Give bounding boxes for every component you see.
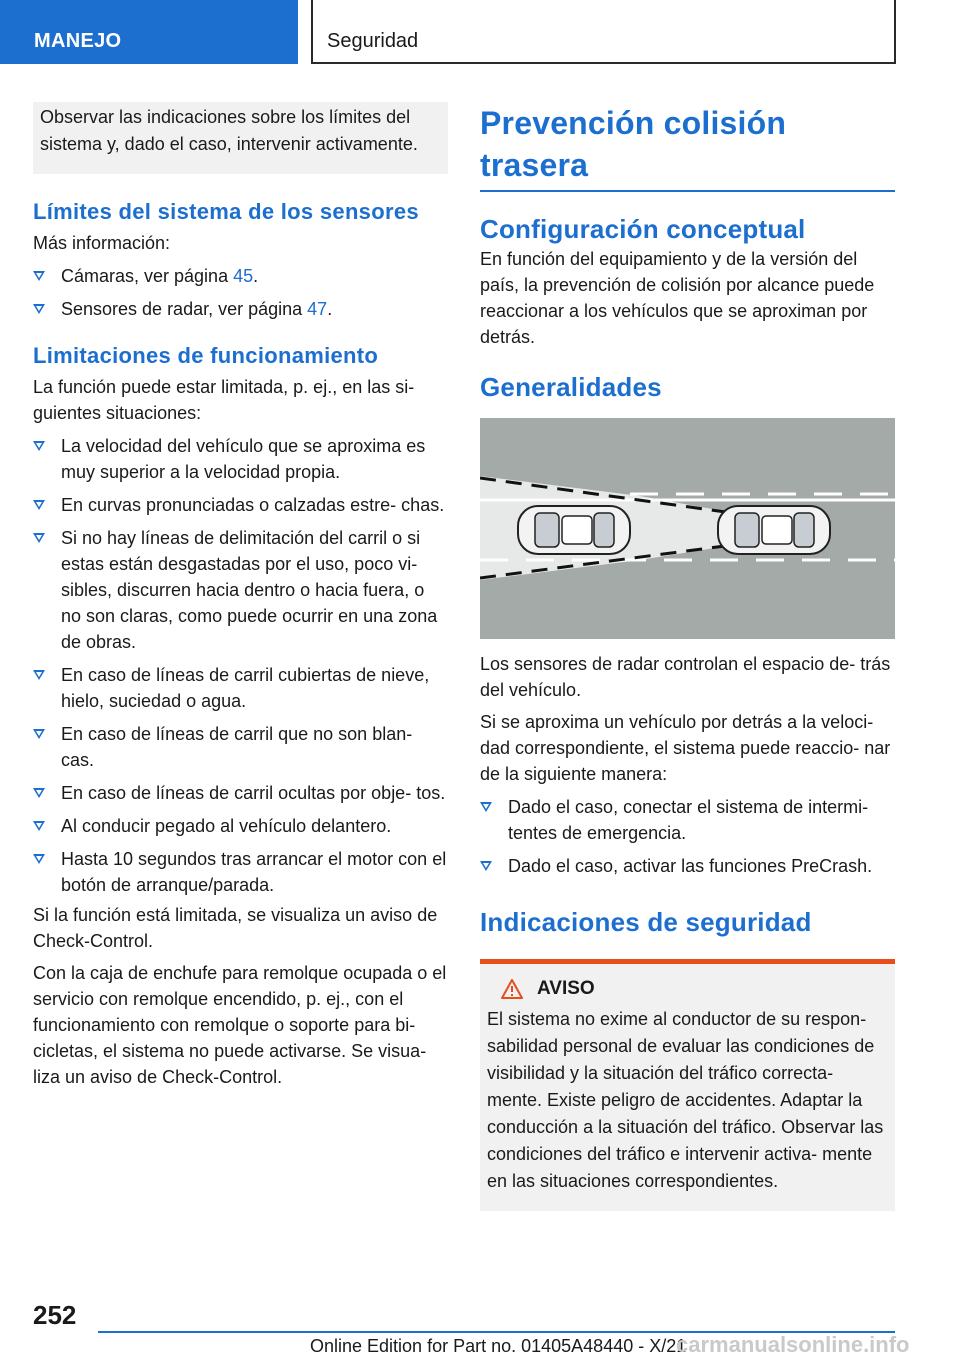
rear-car-icon: [518, 506, 630, 554]
road-diagram: [480, 418, 895, 639]
func-intro: La función puede estar limitada, p. ej., en las si‐ guientes situaciones:: [33, 377, 415, 423]
list-item: En caso de líneas de carril que no son blan‐ cas.: [33, 721, 448, 773]
paragraph: Si la función está limitada, se visualiza un aviso de Check-Control.: [33, 905, 438, 951]
func-heading: Limitaciones de funcionamiento: [33, 343, 379, 368]
warning-triangle-icon: [501, 979, 523, 999]
triangle-bullet-icon: [480, 861, 492, 871]
right-column: [480, 102, 895, 1211]
triangle-bullet-icon: [33, 788, 45, 798]
list-item: Cámaras, ver página 45.: [33, 263, 448, 289]
triangle-bullet-icon: [33, 854, 45, 864]
warning-header: [501, 978, 887, 1000]
left-column: [33, 102, 448, 1090]
warning-text: El sistema no exime al conductor de su respon‐ sabilidad personal de evaluar las condiciones de visibilidad y la situación del tráfico correcta‐ mente. Existe peligro de accidentes. Adaptar la conducción a la situación del tráfico. Observar las condiciones del tráfico e intervenir activa‐ mente en las situaciones correspondientes.: [487, 1009, 884, 1191]
triangle-bullet-icon: [33, 441, 45, 451]
list-item: Si no hay líneas de delimitación del carril o si estas están desgastadas por el uso, poco vi‐ sibles, discurren hacia dentro o hacia fuera, o no son claras, como puede ocurrir en una zona de obras.: [33, 525, 448, 655]
triangle-bullet-icon: [33, 304, 45, 314]
safety-heading: Indicaciones de seguridad: [480, 907, 812, 937]
general-list: [480, 794, 895, 879]
triangle-bullet-icon: [33, 533, 45, 543]
func-list: [33, 433, 448, 898]
warning-box: [480, 959, 895, 1211]
watermark: carmanualsonline.info: [676, 1332, 910, 1357]
rear-collision-illustration: [480, 418, 895, 639]
section-tab: [0, 0, 298, 64]
list-item: En caso de líneas de carril ocultas por obje‐ tos.: [33, 780, 448, 806]
list-item: Al conducir pegado al vehículo delantero.: [33, 813, 448, 839]
list-item: Dado el caso, activar las funciones PreCrash.: [480, 853, 895, 879]
list-item: En curvas pronunciadas o calzadas estre‐ chas.: [33, 492, 448, 518]
chapter-label: Seguridad: [327, 30, 419, 52]
front-car-icon: [718, 506, 830, 554]
triangle-bullet-icon: [33, 271, 45, 281]
limits-intro: Más información:: [33, 233, 171, 253]
triangle-bullet-icon: [480, 802, 492, 812]
edition-text: Online Edition for Part no. 01405A48440 - X/21: [310, 1336, 687, 1356]
section-label: MANEJO: [34, 30, 122, 52]
page-link[interactable]: 47: [307, 299, 328, 319]
limits-list: [33, 263, 448, 322]
page-link[interactable]: 45: [233, 266, 254, 286]
page-number: 252: [33, 1300, 77, 1330]
page-title: Prevención colisión trasera: [480, 102, 895, 192]
paragraph: Si se aproxima un vehículo por detrás a la veloci‐ dad correspondiente, el sistema puede reaccio‐ nar de la siguiente manera:: [480, 712, 891, 784]
concept-text: En función del equipamiento y de la versión del país, la prevención de colisión por alcance puede reaccionar a los vehículos que se aproximan por detrás.: [480, 249, 875, 347]
list-item: Sensores de radar, ver página 47.: [33, 296, 448, 322]
general-heading: Generalidades: [480, 372, 662, 402]
triangle-bullet-icon: [33, 500, 45, 510]
chapter-tab: [311, 0, 896, 64]
list-item: En caso de líneas de carril cubiertas de nieve, hielo, suciedad o agua.: [33, 662, 448, 714]
limits-heading: Límites del sistema de los sensores: [33, 199, 419, 224]
warning-label: AVISO: [537, 978, 595, 999]
paragraph: Los sensores de radar controlan el espacio de‐ trás del vehículo.: [480, 654, 891, 700]
triangle-bullet-icon: [33, 729, 45, 739]
triangle-bullet-icon: [33, 670, 45, 680]
list-item: La velocidad del vehículo que se aproxima es muy superior a la velocidad propia.: [33, 433, 448, 485]
concept-heading: Configuración conceptual: [480, 214, 806, 244]
list-item: Dado el caso, conectar el sistema de intermi‐ tentes de emergencia.: [480, 794, 895, 846]
note-text: Observar las indicaciones sobre los límites del sistema y, dado el caso, intervenir activamente.: [40, 107, 418, 154]
paragraph: Con la caja de enchufe para remolque ocupada o el servicio con remolque encendido, p. ej., con el funcionamiento con remolque o soporte para bi‐ cicletas, el sistema no puede activarse. Se visua‐ liza un aviso de Check-Control.: [33, 963, 447, 1087]
list-item: Hasta 10 segundos tras arrancar el motor con el botón de arranque/parada.: [33, 846, 448, 898]
triangle-bullet-icon: [33, 821, 45, 831]
note-box: [33, 102, 448, 174]
